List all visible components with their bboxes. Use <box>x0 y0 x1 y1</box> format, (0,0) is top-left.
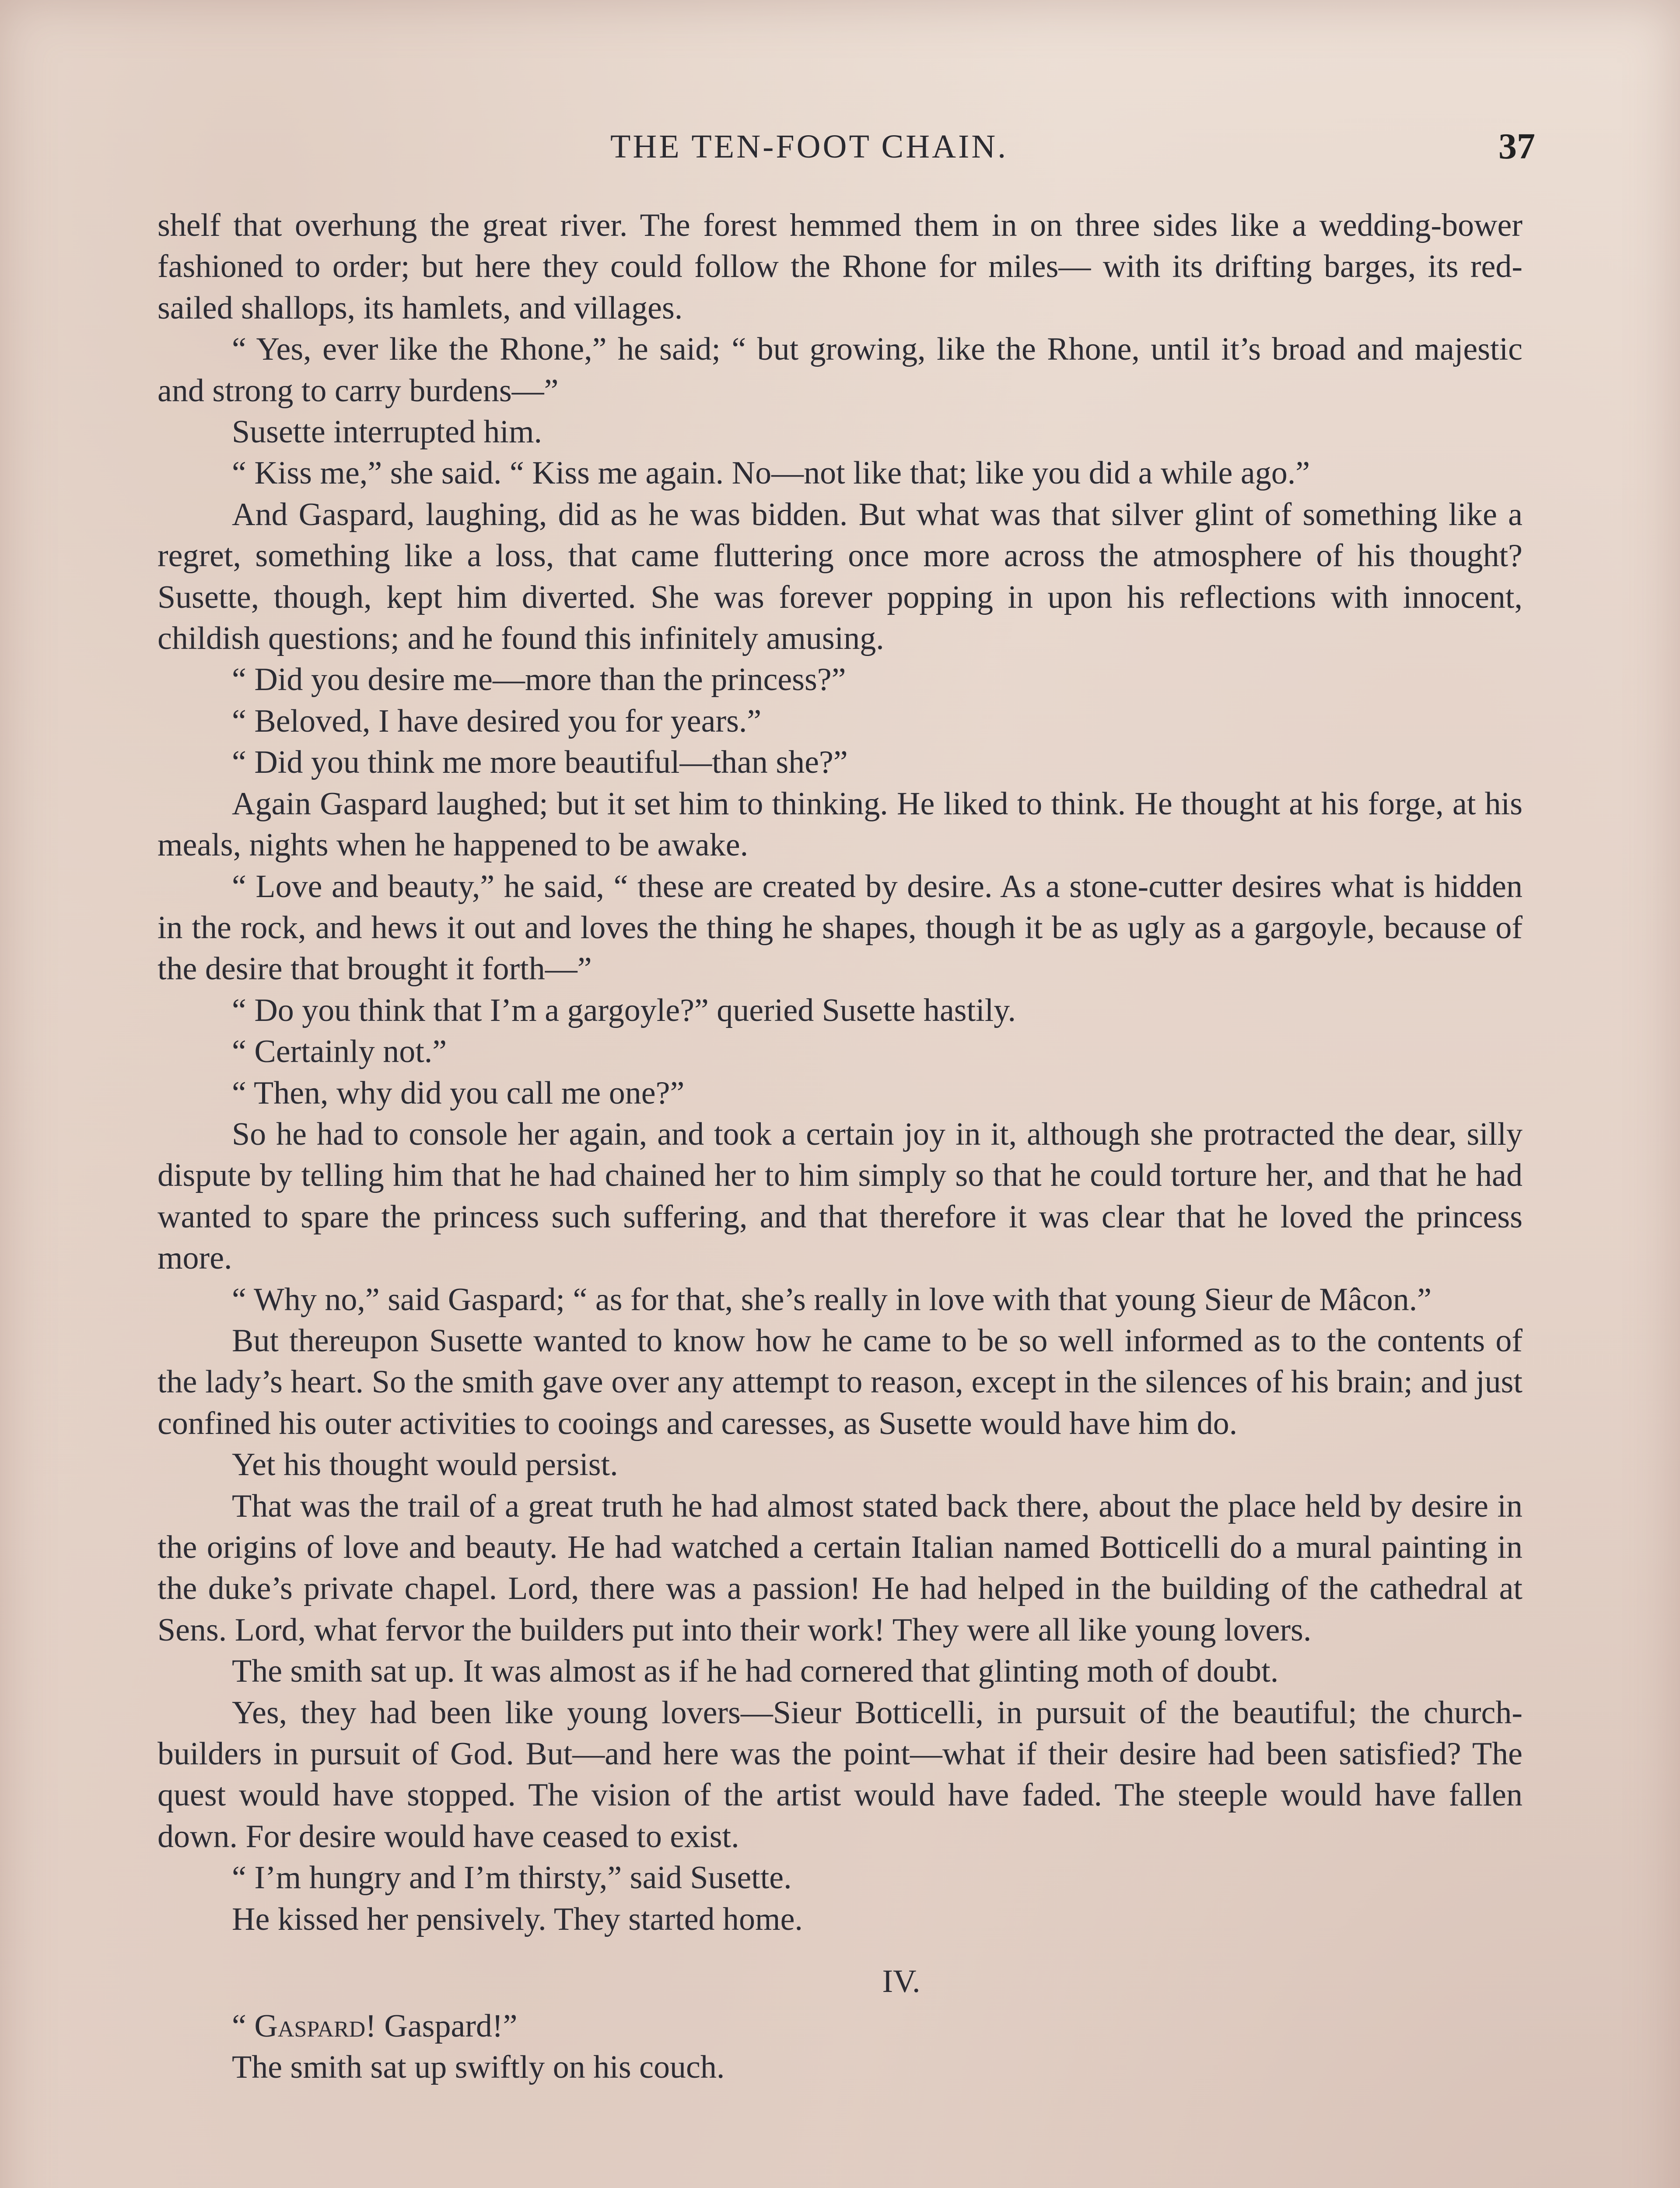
paragraph: Yes, they had been like young lovers—Sieur Botticelli, in pursuit of the beautiful; the church-builders in pursuit of God. But—and here was the point—what if their desire had been satisfied? The quest would have stopped. The vision of the artist would have faded. The steeple would have fallen down. For desire would have ceased to exist. <box>158 1694 1522 1855</box>
paragraph: “ Yes, ever like the Rhone,” he said; “ but growing, like the Rhone, until it’s broad and majestic and strong to carry burdens—” <box>158 331 1522 409</box>
paragraph: The smith sat up. It was almost as if he had cornered that glinting moth of doubt. <box>232 1653 1279 1690</box>
paragraph: “ Do you think that I’m a gargoyle?” queried Susette hastily. <box>232 992 1016 1028</box>
paragraph: But thereupon Susette wanted to know how he came to be so well informed as to the contents of the lady’s heart. So the smith gave over any attempt to reason, except in the silences of his brain; and just confined his outer activities to cooings and caresses, as Susette would have him do. <box>158 1322 1522 1441</box>
small-caps-name: Gaspard! <box>254 2008 376 2044</box>
running-head: THE TEN-FOOT CHAIN. <box>610 128 1008 165</box>
section-first-line <box>158 2006 1522 2047</box>
paragraph: shelf that overhung the great river. The forest hemmed them in on three sides like a wedding-bower fashioned to order; but here they could follow the Rhone for miles— with its drifting barges, its red-sailed shallops, its hamlets, and villages. <box>158 207 1522 326</box>
section-number: IV. <box>882 1964 920 2000</box>
paragraph: “ Beloved, I have desired you for years.” <box>232 703 762 739</box>
paragraph: Yet his thought would persist. <box>232 1447 618 1483</box>
text-body <box>158 205 1522 2088</box>
page-header <box>0 128 1680 180</box>
paragraph: “ Why no,” said Gaspard; “ as for that, she’s really in love with that young Sieur de Mâcon.” <box>232 1281 1432 1318</box>
paragraph: So he had to console her again, and took a certain joy in it, although she protracted the dear, silly dispute by telling him that he had chained her to him simply so that he could torture her, and that he had wanted to spare the princess such suffering, and that therefore it was clear that he loved the princess more. <box>158 1116 1522 1276</box>
paragraph: “ Did you think me more beautiful—than she?” <box>232 744 848 781</box>
paragraph: “ Love and beauty,” he said, “ these are created by desire. As a stone-cutter desires what is hidden in the rock, and hews it out and loves the thing he shapes, though it be as ugly as a gargoyle, because of the desire that brought it forth—” <box>158 868 1522 987</box>
paragraph: “ Did you desire me—more than the princess?” <box>232 662 846 698</box>
paragraph: “ Kiss me,” she said. “ Kiss me again. No—not like that; like you did a while ago.” <box>232 455 1310 491</box>
paragraph: He kissed her pensively. They started home. <box>232 1901 803 1937</box>
paragraph: That was the trail of a great truth he had almost stated back there, about the place held by desire in the origins of love and beauty. He had watched a certain Italian named Botticelli do a mural painting in the duke’s private chapel. Lord, there was a passion! He had helped in the building of the cathedral at Sens. Lord, what fervor the builders put into their work! They were all like young lovers. <box>158 1488 1522 1648</box>
paragraph: “ Then, why did you call me one?” <box>232 1075 685 1111</box>
first-line-rest: Gaspard!” <box>376 2008 518 2044</box>
open-quote: “ <box>232 2008 255 2044</box>
section-second-line: The smith sat up swiftly on his couch. <box>232 2049 725 2086</box>
paragraph: “ Certainly not.” <box>232 1034 447 1070</box>
paragraph: Susette interrupted him. <box>232 414 542 450</box>
paragraph: Again Gaspard laughed; but it set him to thinking. He liked to think. He thought at his forge, at his meals, nights when he happened to be awake. <box>158 785 1522 863</box>
page-number: 37 <box>1498 126 1535 167</box>
paragraph: And Gaspard, laughing, did as he was bidden. But what was that silver glint of something like a regret, something like a loss, that came fluttering once more across the atmosphere of his thought? Susette, though, kept him diverted. She was forever popping in upon his reflections with innocent, childish questions; and he found this infinitely amusing. <box>158 496 1522 657</box>
paragraph: “ I’m hungry and I’m thirsty,” said Susette. <box>232 1860 792 1896</box>
